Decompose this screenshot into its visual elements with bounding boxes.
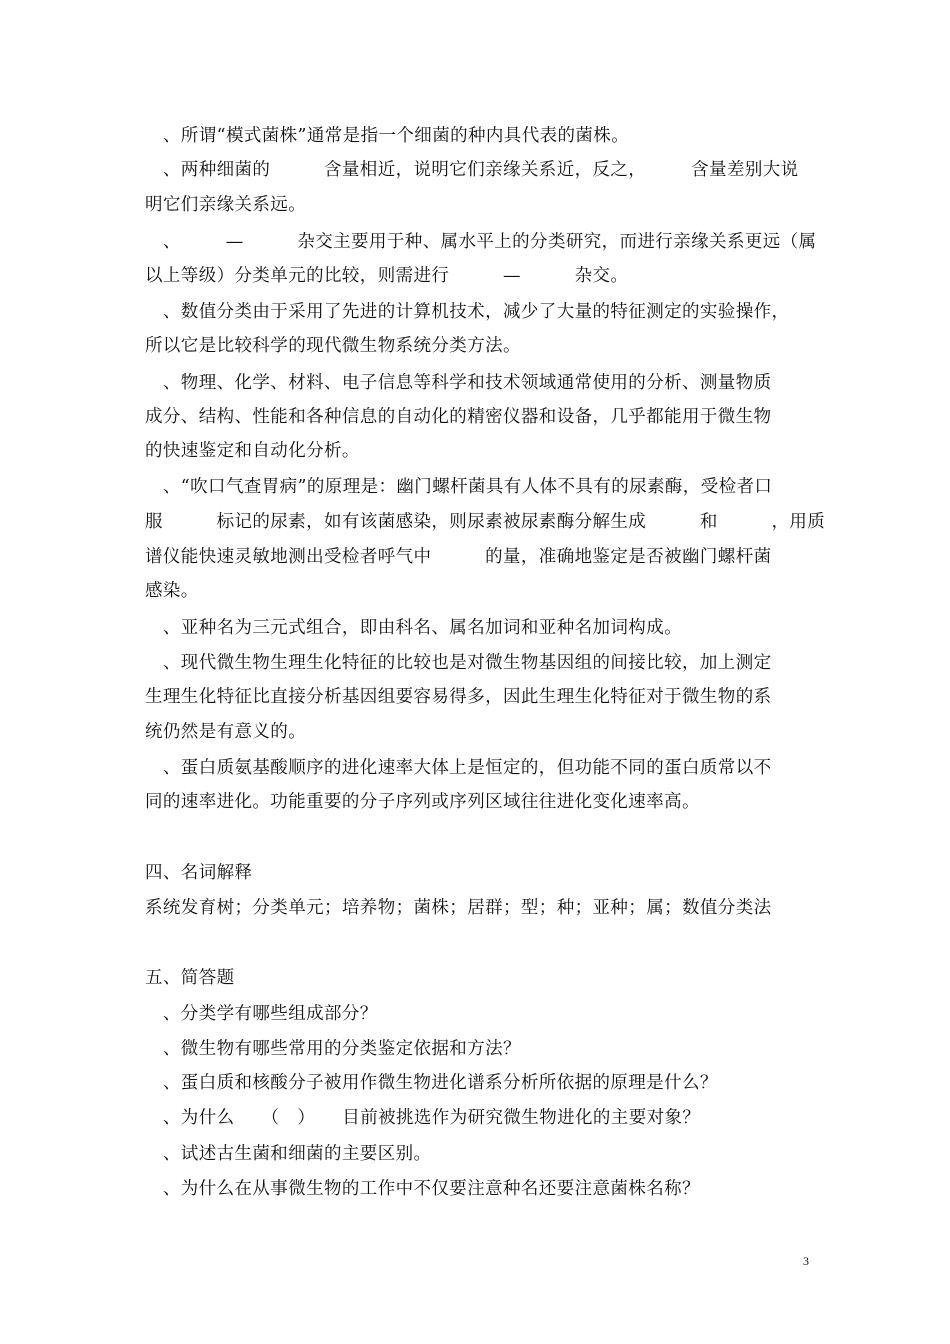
statement-subspecies-name: 、亚种名为三元式组合，即由科名、属名加词和亚种名加词构成。 <box>145 618 682 638</box>
question-why-selected: 、为什么 （ ） 目前被挑选作为研究微生物进化的主要对象？ <box>145 1108 701 1128</box>
statement-hybridization-line-2: 以上等级）分类单元的比较，则需进行 — 杂交。 <box>145 266 629 286</box>
page-number: 3 <box>803 1254 809 1268</box>
statement-instruments-line-3: 的快速鉴定和自动化分析。 <box>145 441 360 461</box>
statement-instruments-line-2: 成分、结构、性能和各种信息的自动化的精密仪器和设备，几乎都能用于微生物 <box>145 407 772 427</box>
question-strain-names: 、为什么在从事微生物的工作中不仅要注意种名还要注意菌株名称？ <box>145 1179 700 1199</box>
section-heading-short-answer: 五、简答题 <box>145 968 235 988</box>
statement-breath-test-line-2: 服 标记的尿素，如有该菌感染，则尿素被尿素酶分解生成 和 ，用质 <box>145 512 826 532</box>
statement-content-compare-line-1: 、两种细菌的 含量相近，说明它们亲缘关系近，反之， 含量差别大说 <box>145 160 799 180</box>
question-archaea-vs-bacteria: 、试述古生菌和细菌的主要区别。 <box>145 1144 432 1164</box>
statement-content-compare-line-2: 明它们亲缘关系远。 <box>145 195 307 215</box>
question-identification-methods: 、微生物有哪些常用的分类鉴定依据和方法？ <box>145 1039 521 1059</box>
statement-physiology-line-2: 生理生化特征比直接分析基因组要容易得多，因此生理生化特征对于微生物的系 <box>145 687 772 707</box>
statement-numerical-taxonomy-line-2: 所以它是比较科学的现代微生物系统分类方法。 <box>145 336 521 356</box>
statement-breath-test-line-4: 感染。 <box>145 581 199 601</box>
statement-breath-test-line-1: 、“吹口气查胃病”的原理是：幽门螺杆菌具有人体不具有的尿素酶，受检者口 <box>145 477 773 497</box>
question-taxonomy-components: 、分类学有哪些组成部分？ <box>145 1004 378 1024</box>
statement-breath-test-line-3: 谱仪能快速灵敏地测出受检者呼气中 的量，准确地鉴定是否被幽门螺杆菌 <box>145 547 772 567</box>
statement-numerical-taxonomy-line-1: 、数值分类由于采用了先进的计算机技术，减少了大量的特征测定的实验操作， <box>145 302 790 322</box>
statement-physiology-line-3: 统仍然是有意义的。 <box>145 722 307 742</box>
question-molecular-principle: 、蛋白质和核酸分子被用作微生物进化谱系分析所依据的原理是什么？ <box>145 1073 718 1093</box>
statement-physiology-line-1: 、现代微生物生理生化特征的比较也是对微生物基因组的间接比较，加上测定 <box>145 653 772 673</box>
statement-evolution-rate-line-2: 同的速率进化。功能重要的分子序列或序列区域往往进化变化速率高。 <box>145 792 700 812</box>
terms-list: 系统发育树；分类单元；培养物；菌株；居群；型；种；亚种；属；数值分类法 <box>145 898 772 918</box>
section-heading-terms: 四、名词解释 <box>145 863 253 883</box>
statement-instruments-line-1: 、物理、化学、材料、电子信息等科学和技术领域通常使用的分析、测量物质 <box>145 373 772 393</box>
statement-evolution-rate-line-1: 、蛋白质氨基酸顺序的进化速率大体上是恒定的，但功能不同的蛋白质常以不 <box>145 758 772 778</box>
statement-model-strain: 、所谓“模式菌株”通常是指一个细菌的种内具代表的菌株。 <box>145 126 630 146</box>
statement-hybridization-line-1: 、 — 杂交主要用于种、属水平上的分类研究，而进行亲缘关系更远（属 <box>145 232 817 252</box>
